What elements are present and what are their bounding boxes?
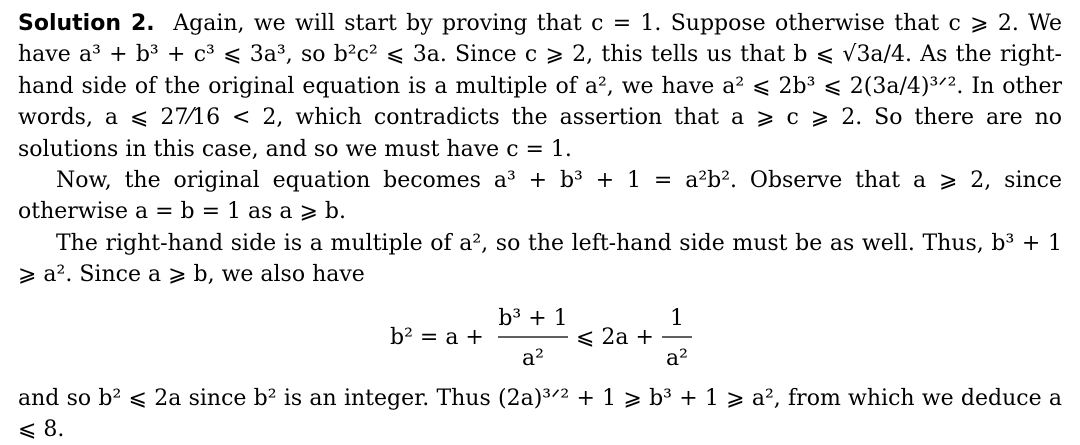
fraction-2-numerator: 1 — [670, 305, 684, 331]
fraction-1-denominator: a² — [522, 345, 544, 371]
display-equation-svg — [390, 295, 720, 379]
equation-lhs: b² = a + — [390, 324, 484, 350]
fraction-1-numerator: b³ + 1 — [498, 305, 568, 331]
paragraph-2: Now, the original equation becomes a³ + b³ + 1 = a²b². Observe that a ⩾ 2, since otherwise a = b = 1 as a ⩾ b. — [18, 168, 1062, 225]
solution-heading: Solution 2. — [18, 11, 155, 36]
paragraph-1-text: Again, we will start by proving that c = 1. Suppose otherwise that c ⩾ 2. We have a³ + b³ + c³ ⩽ 3a³, so b²c² ⩽ 3a. Since c ⩾ 2, this tells us that b ⩽ √3a/4. As the right-hand side of the original equation is a multiple of a², we have a² ⩽ 2b³ ⩽ 2(3a/4)³ᐟ². In other words, a ⩽ 27⁄16 < 2, which contradicts the assertion that a ⩾ c ⩾ 2. So there are no solutions in this case, and so we must have c = 1. — [18, 11, 1062, 162]
paragraph-1 — [18, 8, 1062, 165]
fraction-2-denominator: a² — [666, 345, 688, 371]
display-equation — [48, 291, 1062, 383]
equation-middle: ⩽ 2a + — [576, 324, 654, 350]
paragraph-3: The right-hand side is a multiple of a², so the left-hand side must be as well. Thus, b³ + 1 ⩾ a². Since a ⩾ b, we also have — [18, 230, 1062, 288]
paragraph-4: and so b² ⩽ 2a since b² is an integer. Thus (2a)³ᐟ² + 1 ⩾ b³ + 1 ⩾ a², from which we deduce a ⩽ 8. — [18, 385, 1062, 443]
